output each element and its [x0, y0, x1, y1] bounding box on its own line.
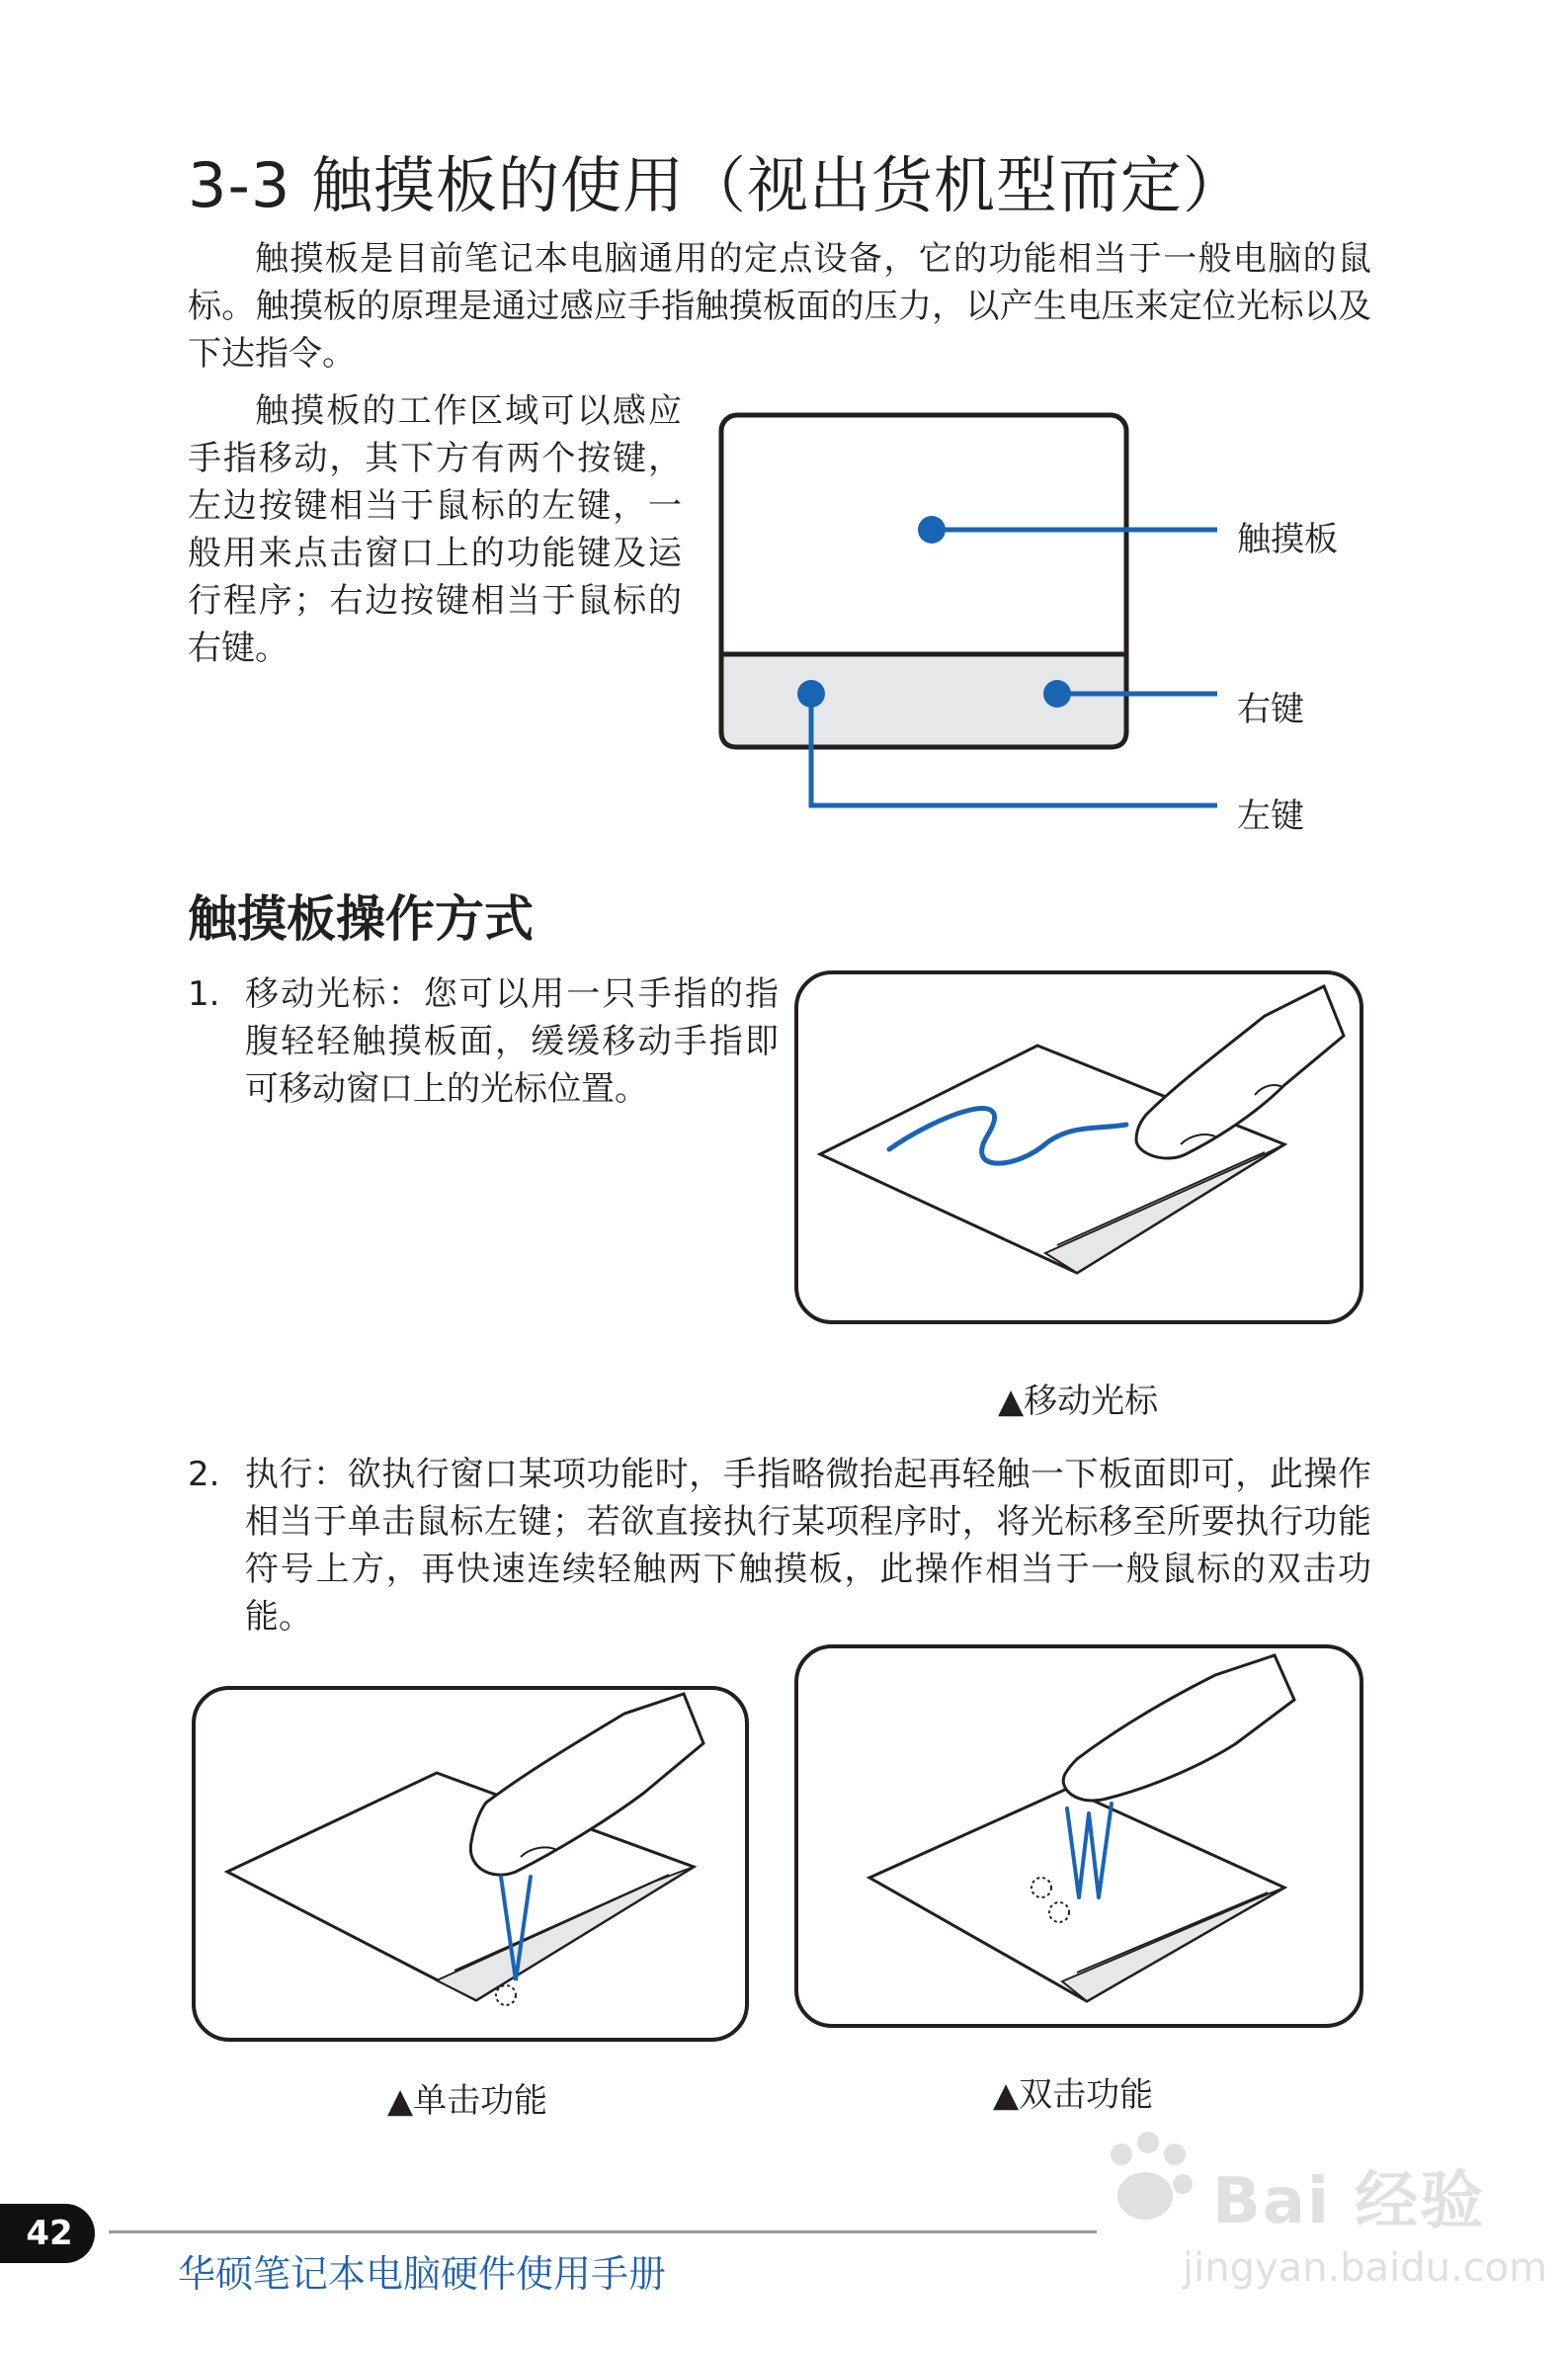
touchpad-diagram	[711, 405, 1245, 830]
page-number: 42	[0, 2204, 95, 2263]
page-title: 3-3 触摸板的使用（视出货机型而定）	[188, 149, 1245, 221]
intro-paragraph-2: 触摸板的工作区域可以感应手指移动，其下方有两个按键，左边按键相当于鼠标的左键，一般用来点击窗口上的功能键及运行程序；右边按键相当于鼠标的右键。	[188, 391, 682, 668]
footer-title: 华硕笔记本电脑硬件使用手册	[178, 2252, 667, 2296]
step-1-number: 1.	[188, 974, 220, 1014]
step-2-number: 2.	[188, 1455, 220, 1494]
baidu-watermark	[1094, 2115, 1548, 2322]
double-tap-illustration	[790, 1640, 1373, 2036]
watermark-url: jingyan.baidu.com	[1183, 2245, 1548, 2291]
single-tap-caption: ▲单击功能	[387, 2081, 548, 2121]
touchpad-label: 触摸板	[1237, 520, 1338, 559]
step-1-text: 移动光标：您可以用一只手指的指腹轻轻触摸板面，缓缓移动手指即可移动窗口上的光标位置。	[245, 974, 779, 1109]
move-cursor-caption: ▲移动光标	[998, 1382, 1159, 1421]
left-button-label: 左键	[1237, 797, 1304, 836]
right-button-label: 右键	[1237, 690, 1304, 729]
intro-paragraph-1: 触摸板是目前笔记本电脑通用的定点设备，它的功能相当于一般电脑的鼠标。触摸板的原理是通过感应手指触摸板面的压力，以产生电压来定位光标以及下达指令。	[188, 239, 1371, 374]
move-cursor-illustration	[790, 966, 1373, 1332]
paw-icon	[1094, 2125, 1202, 2233]
left-button-pointer-dot	[797, 680, 825, 708]
double-tap-caption: ▲双击功能	[993, 2075, 1154, 2115]
watermark-brand: Bai 经验	[1212, 2165, 1486, 2238]
step-2-text: 执行：欲执行窗口某项功能时，手指略微抬起再轻触一下板面即可，此操作相当于单击鼠标左键；若欲直接执行某项程序时，将光标移至所要执行功能符号上方，再快速连续轻触两下触摸板，此操作相当于一般鼠标的双击功能。	[245, 1455, 1371, 1637]
right-button-pointer-dot	[1043, 680, 1071, 708]
touchpad-pointer-dot	[918, 516, 946, 544]
section-title: 触摸板操作方式	[188, 890, 534, 948]
single-tap-illustration	[190, 1684, 753, 2050]
footer-rule	[109, 2230, 1097, 2233]
